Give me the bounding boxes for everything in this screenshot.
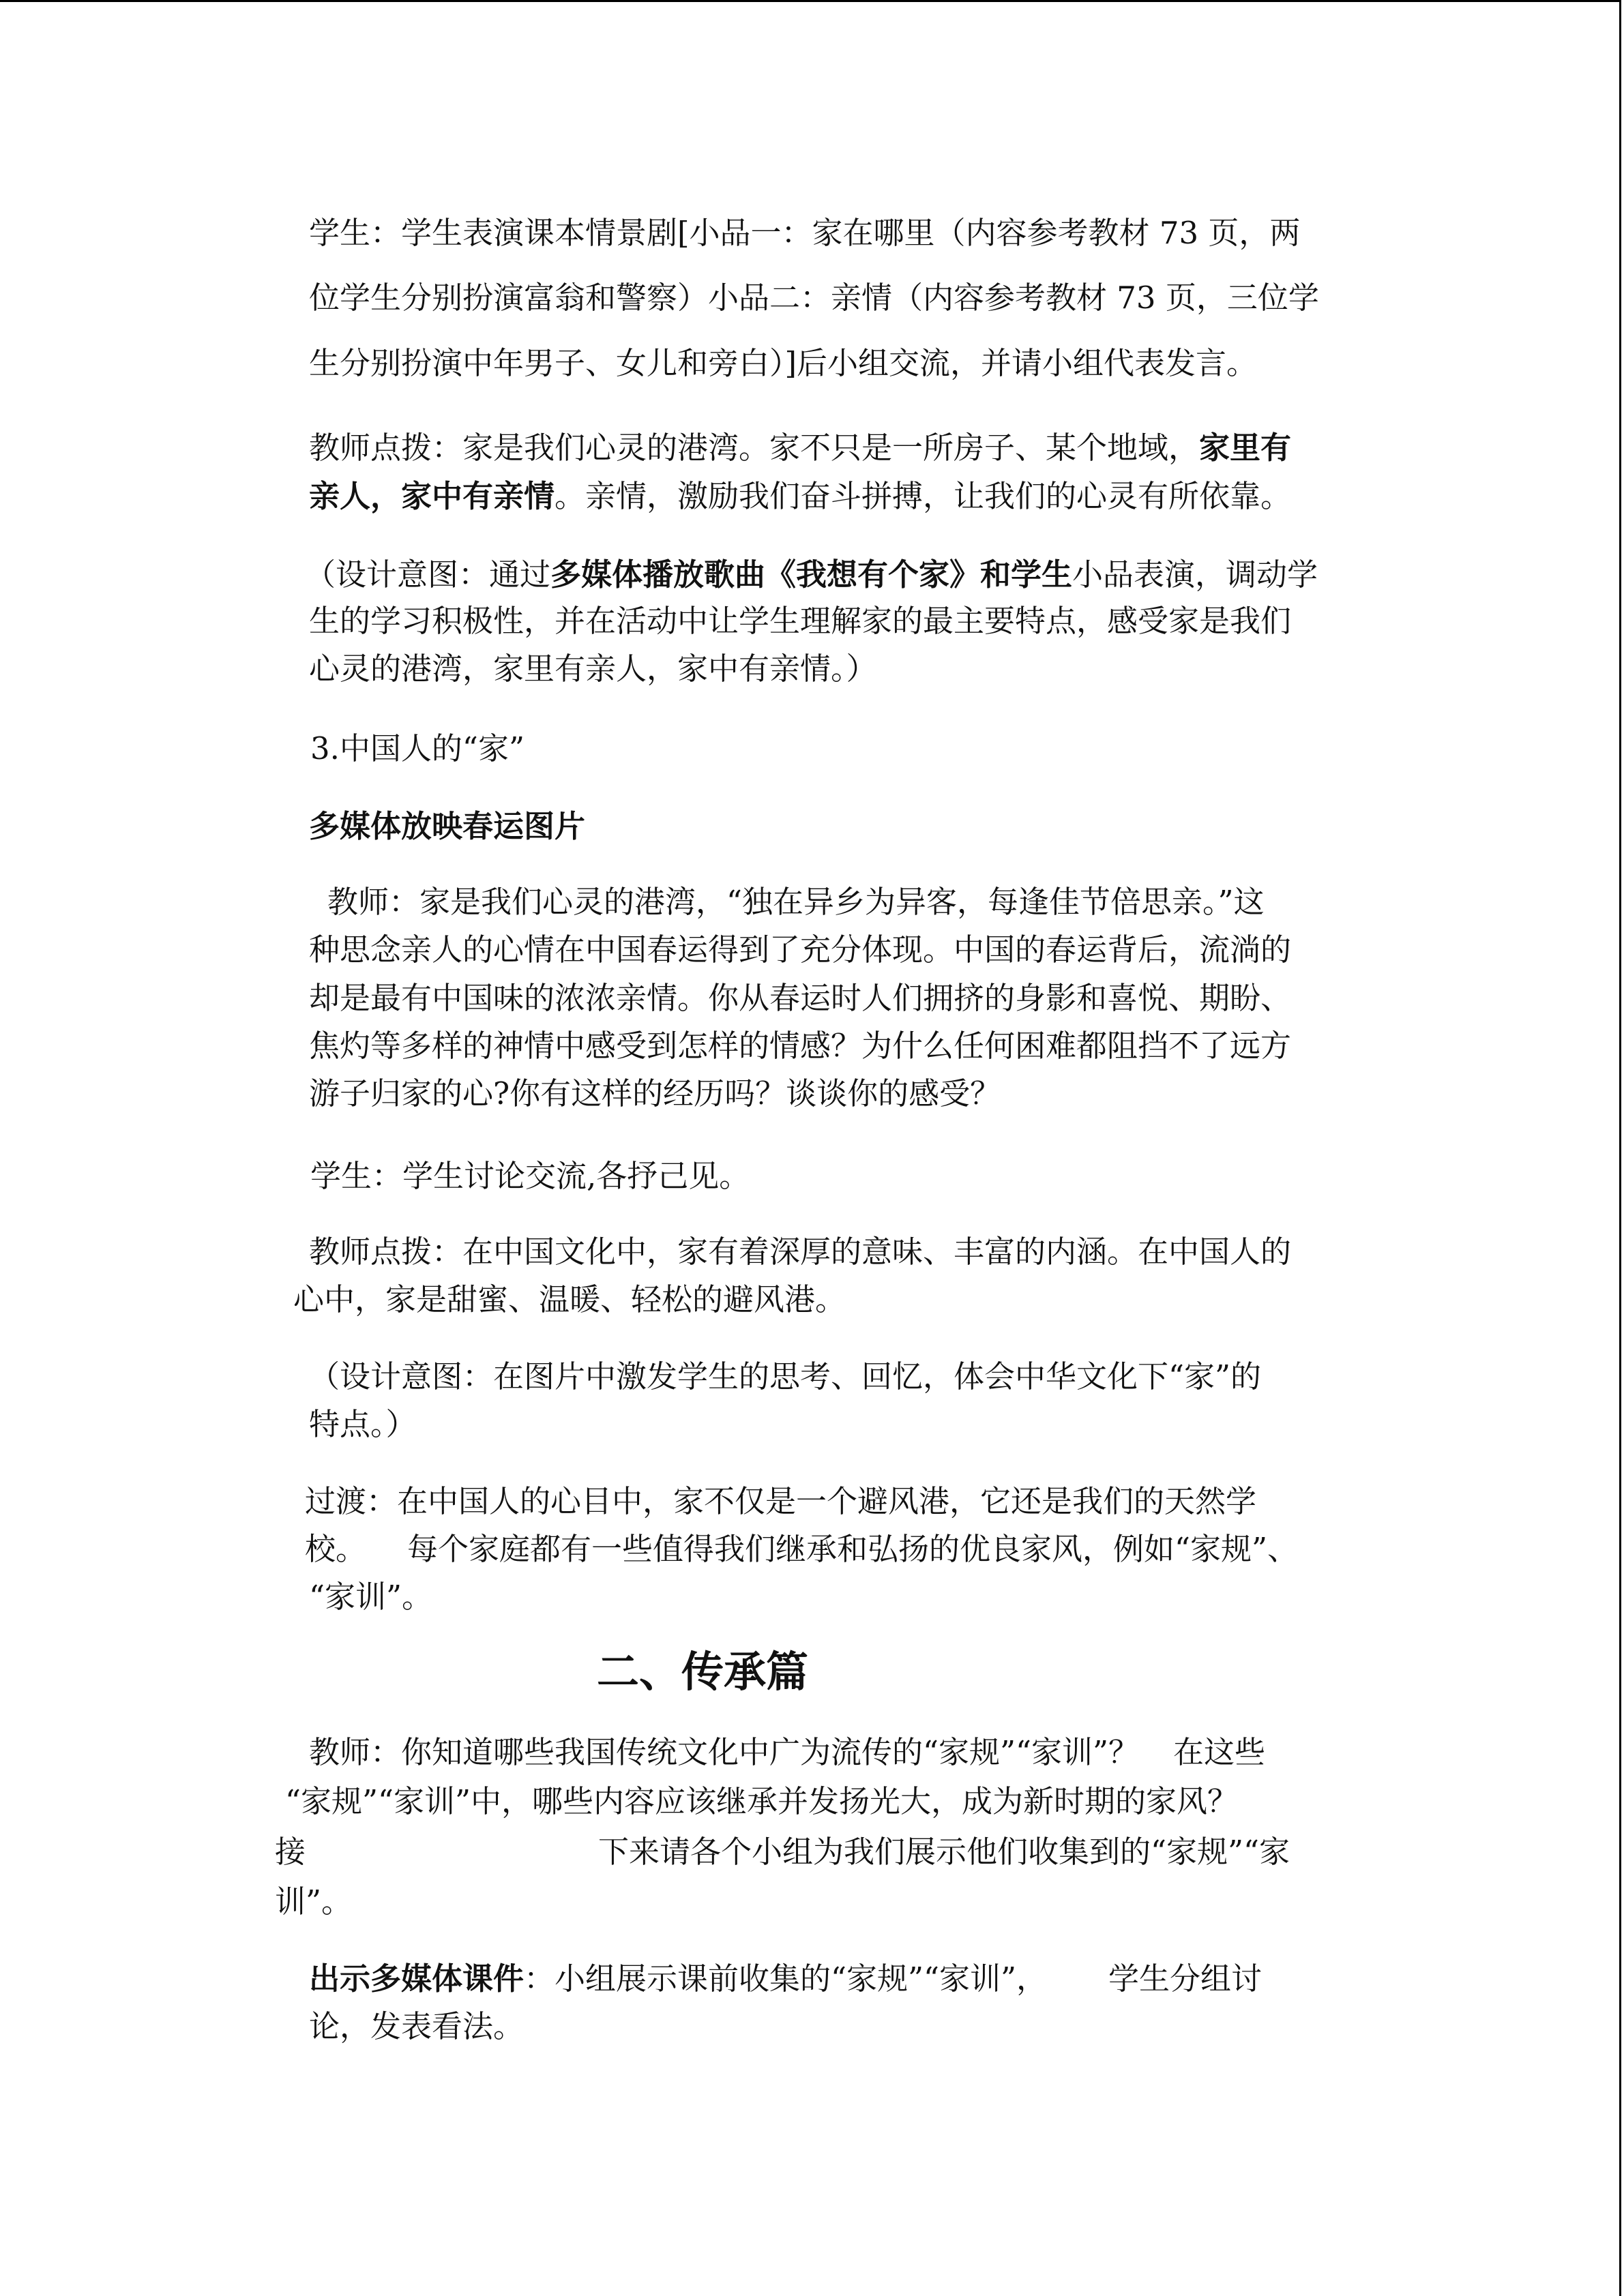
text-line: 心灵的港湾，家里有亲人，家中有亲情。） (309, 651, 877, 687)
paragraph-transition: 过渡：在中国人的心目中，家不仅是一个避风港，它还是我们的天然学 (305, 1483, 1257, 1519)
paragraph-teacher-guidance-2: 教师点拨：在中国文化中，家有着深厚的意味、丰富的内涵。在中国人的 (309, 1234, 1292, 1270)
text-line: 训”。 (275, 1883, 353, 1920)
text-run: 教师点拨：家是我们心灵的港湾。家不只是一所房子、某个地域， (309, 430, 1200, 466)
text-line: “家训”。 (309, 1579, 433, 1615)
bold-text-run: 家里有 (1199, 430, 1292, 466)
text-line (598, 1827, 1290, 1871)
paragraph-multimedia-courseware (309, 1954, 1262, 1998)
text-run: 。亲情，激励我们奋斗拼搏，让我们的心灵有所依靠。 (555, 478, 1292, 514)
text-run: 每个家庭都有一些值得我们继承和弘扬的优良家风，例如“家规”、 (407, 1531, 1299, 1567)
paragraph-teacher-family-rules (309, 1727, 1265, 1772)
text-line: 却是最有中国味的浓浓亲情。你从春运时人们拥挤的身影和喜悦、期盼、 (309, 980, 1292, 1016)
text-line: 生分别扮演中年男子、女儿和旁白）]后小组交流，并请小组代表发言。 (309, 345, 1258, 381)
paragraph-student-skit (309, 208, 1300, 252)
text-run: ：小组展示课前收集的“家规”“家训”， (524, 1960, 1048, 1997)
text-line: 特点。） (309, 1406, 417, 1442)
multimedia-spring-festival-caption: 多媒体放映春运图片 (309, 808, 586, 844)
text-line: 游子归家的心?你有这样的经历吗？谈谈你的感受？ (309, 1075, 1001, 1112)
bold-text-run: 亲人，家中有亲情 (309, 478, 555, 514)
paragraph-design-intent-1 (305, 550, 1318, 594)
bold-text-run: 多媒体播放歌曲《我想有个家》和学生 (550, 556, 1073, 593)
paragraph-teacher-guidance-1 (309, 423, 1291, 467)
text-run: 在这些 (1173, 1734, 1266, 1770)
text-run: 教师：你知道哪些我国传统文化中广为流传的“家规”“家训”？ (309, 1734, 1140, 1770)
section-heading-inheritance: 二、传承篇 (597, 1647, 809, 1697)
text-line: 位学生分别扮演富翁和警察）小品二：亲情（内容参考教材 73 页，三位学 (309, 280, 1319, 316)
text-run: 下来请各个小组为我们展示他们收集到的“家规”“家 (598, 1834, 1290, 1870)
text-line (275, 1827, 306, 1871)
paragraph-teacher-spring-festival: 教师：家是我们心灵的港湾，“独在异乡为异客，每逢佳节倍思亲。”这 (327, 884, 1265, 920)
text-line: 生的学习积极性，并在活动中让学生理解家的最主要特点，感受家是我们 (309, 603, 1292, 639)
paragraph-design-intent-2: （设计意图：在图片中激发学生的思考、回忆，体会中华文化下“家”的 (309, 1358, 1262, 1395)
text-run: 校。 (305, 1531, 367, 1567)
bold-text-run: 出示多媒体课件 (309, 1960, 525, 1997)
text-line: 种思念亲人的心情在中国春运得到了充分体现。中国的春运背后，流淌的 (309, 931, 1292, 968)
section-title-chinese-home: 3.中国人的“家” (310, 730, 525, 766)
text-line: 焦灼等多样的神情中感受到怎样的情感？为什么任何困难都阻挡不了远方 (309, 1028, 1292, 1064)
text-run: 小品表演，调动学 (1072, 556, 1318, 593)
text-line (305, 1524, 1298, 1568)
text-line: 论，发表看法。 (309, 2008, 525, 2044)
text-line (309, 471, 1291, 516)
text-line: “家规”“家训”中，哪些内容应该继承并发扬光大，成为新时期的家风？ (285, 1783, 1239, 1819)
text-run: 接 (275, 1834, 306, 1870)
text-line: 心中，家是甜蜜、温暖、轻松的避风港。 (293, 1281, 846, 1317)
text-run: 学生分组讨 (1108, 1960, 1263, 1997)
paragraph-student-discussion: 学生：学生讨论交流,各抒己见。 (310, 1158, 750, 1194)
text-line: 学生：学生表演课本情景剧[小品一：家在哪里（内容参考教材 73 页，两 (309, 215, 1301, 251)
text-run: （设计意图：通过 (305, 556, 551, 593)
